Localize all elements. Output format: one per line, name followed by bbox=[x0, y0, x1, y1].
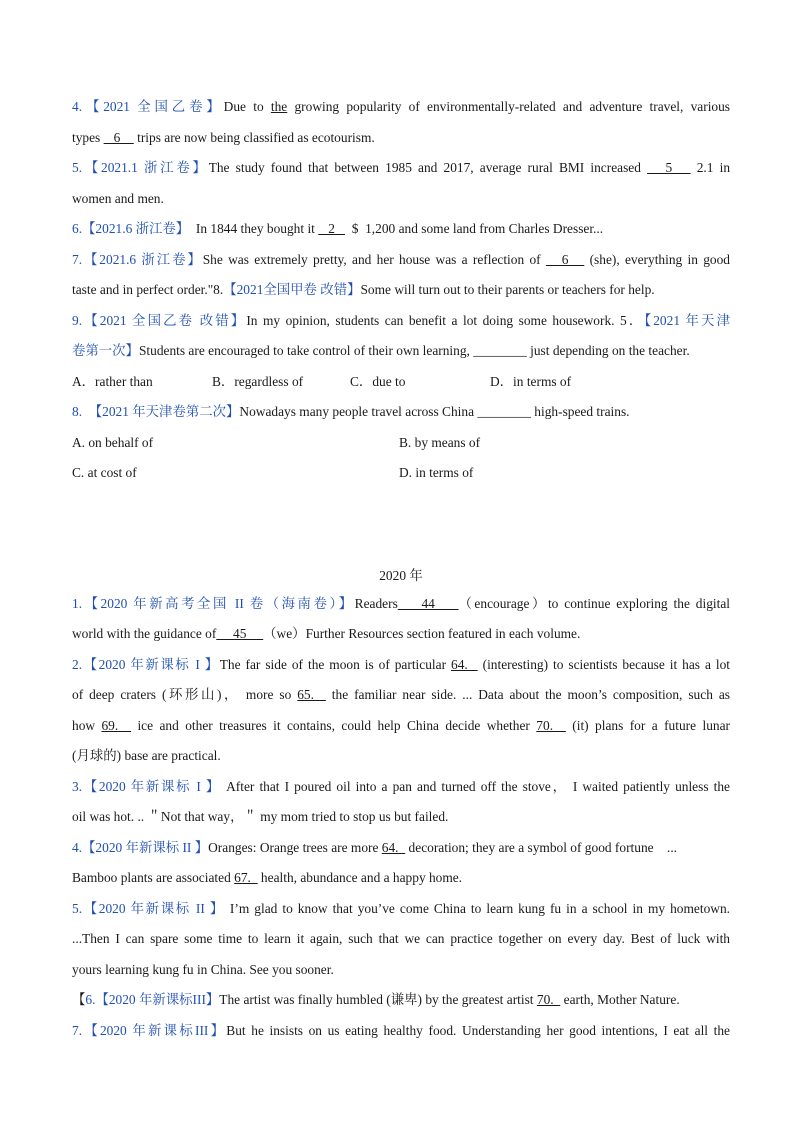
text-line bbox=[72, 306, 730, 337]
source-tag: 【2020 年新课标 II 】 bbox=[82, 900, 225, 916]
text-segment: (she), everything in good bbox=[584, 251, 730, 267]
source-tag: 【2020 年新课标 II 】 bbox=[82, 839, 209, 855]
text-segment: earth, Mother Nature. bbox=[560, 992, 680, 1007]
text-segment: ice and other treasures it contains, could help China decide whether bbox=[131, 717, 537, 733]
option-d: D. in terms of bbox=[399, 465, 474, 480]
source-tag: 【2021 年天津 bbox=[644, 312, 730, 328]
text-segment: (月球的) base are practical. bbox=[72, 748, 221, 763]
answer-blank: 2 bbox=[318, 221, 346, 236]
options-row bbox=[72, 458, 730, 489]
text-segment: yours learning kung fu in China. See you sooner. bbox=[72, 961, 334, 977]
text-segment: Oranges: Orange trees are more bbox=[208, 839, 382, 855]
question-number: 3. bbox=[72, 778, 83, 794]
text-segment: The study found that between 1985 and 2017, average rural BMI increased bbox=[208, 160, 648, 175]
text-segment: (it) plans for a future lunar bbox=[565, 717, 730, 733]
source-tag: 【2020 年新课标 I 】 bbox=[82, 778, 222, 794]
text-line bbox=[72, 92, 730, 123]
text-segment: growing popularity of environmentally-related and adventure travel, various bbox=[287, 99, 730, 114]
source-tag: 【2020 年新高考全国 II 卷（海南卷）】 bbox=[82, 595, 355, 611]
text-line bbox=[72, 924, 730, 955]
text-line bbox=[72, 275, 730, 306]
text-segment: health, abundance and a happy home. bbox=[257, 870, 463, 885]
options-row bbox=[72, 428, 730, 459]
text-line bbox=[72, 619, 730, 650]
text-segment: 【 bbox=[72, 992, 86, 1007]
source-tag: 【2021 全国乙卷 改错】 bbox=[82, 312, 247, 328]
answer-blank: 70. bbox=[536, 992, 561, 1007]
question-number: 6. bbox=[85, 992, 96, 1007]
answer-blank: 65. bbox=[297, 687, 326, 702]
text-line bbox=[72, 894, 730, 925]
text-segment: oil was hot. .. ＂Not that way，＂ my mom tried to stop us but failed. bbox=[72, 809, 449, 824]
answer-blank: 67. bbox=[234, 870, 258, 885]
text-line bbox=[72, 336, 730, 367]
answer-blank: 70. bbox=[536, 717, 566, 733]
option-c: C．due to bbox=[350, 373, 406, 389]
option-b: B. by means of bbox=[399, 434, 481, 450]
text-segment: $ 1,200 and some land from Charles Dresser... bbox=[345, 221, 604, 236]
section-gap bbox=[72, 489, 730, 563]
text-segment: taste and in perfect order."8. bbox=[72, 282, 224, 297]
question-number: 8. bbox=[72, 404, 89, 419]
option-b: B．regardless of bbox=[212, 373, 304, 389]
text-segment: In 1844 they bought it bbox=[189, 221, 319, 236]
text-segment: world with the guidance of bbox=[72, 626, 217, 641]
text-line bbox=[72, 214, 730, 245]
answer-blank: 45 bbox=[216, 626, 264, 641]
question-number: 4. bbox=[72, 839, 83, 855]
text-segment: The artist was finally humbled (谦卑) by the greatest artist bbox=[219, 992, 537, 1007]
text-segment: Students are encouraged to take control of their own learning, ________ just depending on the teacher. bbox=[138, 343, 690, 358]
text-segment: types bbox=[72, 129, 104, 145]
text-segment: Due to bbox=[223, 99, 271, 114]
text-line bbox=[72, 153, 730, 184]
text-segment: She was extremely pretty, and her house was a reflection of bbox=[202, 251, 546, 267]
question-number: 5. bbox=[72, 160, 83, 175]
text-segment: After that I poured oil into a pan and turned off the stove， I waited patiently unless the bbox=[221, 778, 730, 794]
source-tag: 【2020 年新课标 I 】 bbox=[82, 656, 220, 672]
option-a: A. on behalf of bbox=[72, 434, 154, 450]
text-line bbox=[72, 955, 730, 986]
source-tag: 【2020 年新课标III】 bbox=[82, 1022, 227, 1038]
text-segment: ...Then I can spare some time to learn it again, such that we can practice together on every day. Best of luck with bbox=[72, 931, 730, 946]
question-number: 1. bbox=[72, 595, 83, 611]
text-line bbox=[72, 245, 730, 276]
text-line bbox=[72, 589, 730, 620]
text-line bbox=[72, 397, 730, 428]
answer-blank: 69. bbox=[101, 717, 132, 733]
text-segment: In my opinion, students can benefit a lot doing some housework. 5． bbox=[246, 312, 645, 328]
text-line bbox=[72, 711, 730, 742]
text-line bbox=[72, 184, 730, 215]
answer-blank: 64. bbox=[381, 839, 406, 855]
text-segment: (interesting) to scientists because it has a lot bbox=[477, 656, 730, 672]
text-line bbox=[72, 863, 730, 894]
text-line bbox=[72, 802, 730, 833]
text-segment: Nowadays many people travel across China ________ high-speed trains. bbox=[239, 404, 630, 419]
source-tag: 【2021.6 浙江卷】 bbox=[82, 221, 190, 236]
text-segment: Readers bbox=[354, 595, 398, 611]
text-line bbox=[72, 123, 730, 154]
source-tag: 【2020 年新课标III】 bbox=[95, 992, 220, 1007]
answer-blank: 6 bbox=[545, 251, 585, 267]
text-line bbox=[72, 1016, 730, 1047]
options-row bbox=[72, 367, 730, 398]
text-line bbox=[72, 650, 730, 681]
option-c: C. at cost of bbox=[72, 465, 137, 480]
text-segment: （encourage）to continue exploring the digital bbox=[458, 595, 730, 611]
answer-blank: 44 bbox=[397, 595, 459, 611]
answer-blank: 64. bbox=[451, 656, 478, 672]
option-a: A．rather than bbox=[72, 373, 153, 389]
text-segment: decoration; they are a symbol of good fortune ... bbox=[405, 839, 678, 855]
question-number: 7. bbox=[72, 1022, 83, 1038]
text-segment: Some will turn out to their parents or teachers for help. bbox=[360, 282, 655, 297]
question-number: 9. bbox=[72, 312, 83, 328]
text-line bbox=[72, 833, 730, 864]
text-segment: of deep craters (环形山)， more so bbox=[72, 687, 298, 702]
question-number: 7. bbox=[72, 251, 83, 267]
text-segment: But he insists on us eating healthy food. Understanding her good intentions, I eat all the bbox=[226, 1022, 730, 1038]
text-segment: how bbox=[72, 717, 102, 733]
question-number: 6. bbox=[72, 221, 83, 236]
source-tag: 【2021全国甲卷 改错】 bbox=[223, 282, 361, 297]
question-number: 5. bbox=[72, 900, 83, 916]
text-segment: the familiar near side. ... Data about the moon’s composition, such as bbox=[325, 687, 730, 702]
source-tag: 卷第一次】 bbox=[72, 343, 139, 358]
underlined-word: the bbox=[270, 99, 288, 114]
section-heading: 2020 年 bbox=[379, 567, 423, 583]
text-segment: women and men. bbox=[72, 190, 164, 206]
text-line bbox=[72, 772, 730, 803]
text-segment: The far side of the moon is of particular bbox=[219, 656, 451, 672]
text-segment: 2.1 in bbox=[690, 160, 730, 175]
document-page bbox=[72, 92, 730, 1046]
text-segment: I’m glad to know that you’ve come China to learn kung fu in a school in my hometown. bbox=[224, 900, 730, 916]
text-line bbox=[72, 741, 730, 772]
answer-blank: 5 bbox=[647, 160, 691, 175]
source-tag: 【2021 年天津卷第二次】 bbox=[88, 404, 240, 419]
text-segment: Bamboo plants are associated bbox=[72, 870, 235, 885]
answer-blank: 6 bbox=[103, 129, 134, 145]
text-line bbox=[72, 680, 730, 711]
source-tag: 【2021 全国乙卷】 bbox=[82, 99, 224, 114]
source-tag: 【2021.6 浙江卷】 bbox=[82, 251, 203, 267]
text-segment: trips are now being classified as ecotourism. bbox=[133, 129, 375, 145]
source-tag: 【2021.1 浙江卷】 bbox=[82, 160, 209, 175]
option-d: D．in terms of bbox=[490, 373, 572, 389]
question-number: 2. bbox=[72, 656, 83, 672]
text-segment: （we）Further Resources section featured in each volume. bbox=[263, 626, 581, 641]
question-number: 4. bbox=[72, 99, 83, 114]
text-line bbox=[72, 985, 730, 1016]
